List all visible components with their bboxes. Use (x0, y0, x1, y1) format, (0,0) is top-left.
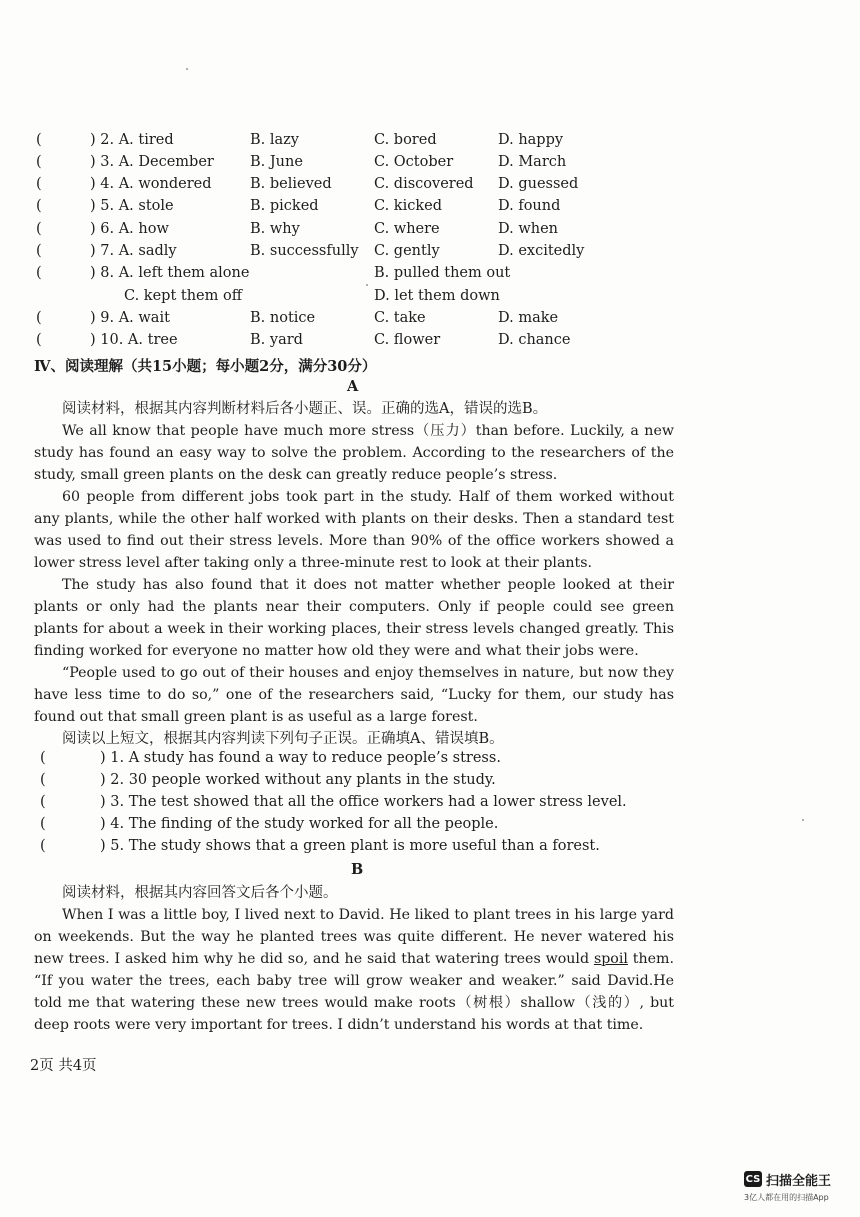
passage-a-paragraph-1: We all know that people have much more stress（压力）than before. Luckily, a new study has found an easy way to solve the problem. According to the researchers of the study, small green plants on the desk can greatly reduce people’s stress. (34, 423, 674, 483)
cloze-question-option-a: ) 6. A. how (90, 221, 169, 237)
answer-paren: ( (36, 176, 42, 192)
cloze-option-d: D. found (498, 198, 561, 214)
cloze-option-b: B. June (250, 154, 303, 170)
cloze-option-c: C. where (374, 221, 440, 237)
cloze-question-option-a: ) 8. A. left them alone (90, 265, 250, 281)
cloze-option-d: D. March (498, 154, 567, 170)
page-footer: 2页 共4页 (30, 1058, 97, 1074)
passage-a-instruction: 阅读材料，根据其内容判断材料后各小题正、误。正确的选A，错误的选B。 (62, 401, 548, 417)
cloze-question-option-a: ) 10. A. tree (90, 332, 178, 348)
cloze-option-b: B. believed (250, 176, 332, 192)
passage-b-paragraph: When I was a little boy, I lived next to David. He liked to plant trees in his large yard on weekends. But the way he planted trees was quite different. He never watered his new trees. I asked him why he did so, and he said that watering trees would spoil them. “If you water the trees, each baby tree will grow weaker and weaker.” said David.He told me that watering these new trees would make roots（树根）shallow（浅的）, but deep roots were very important for trees. I didn’t understand his words at that time. (34, 907, 674, 1033)
cloze-option-c: C. October (374, 154, 454, 170)
cloze-option-c: C. flower (374, 332, 441, 348)
cloze-option-c: C. discovered (374, 176, 474, 192)
passage-a-paragraph-2: 60 people from different jobs took part in the study. Half of them worked without any plants, while the other half worked with plants on their desks. Then a standard test was used to find out their stress levels. More than 90% of the office workers showed a lower stress level after taking only a three-minute rest to look at their plants. (34, 489, 674, 571)
cloze-option-d: D. chance (498, 332, 571, 348)
passage-a-paragraph-4: “People used to go out of their houses and enjoy themselves in nature, but now they have less time to do so,” one of the researchers said, “Lucky for them, our study has found out that small green plant is as useful as a large forest. (34, 665, 674, 725)
passage-b-label: B (351, 861, 364, 878)
answer-paren: ( (36, 265, 42, 281)
cloze-option-d: D. happy (498, 132, 564, 148)
cloze-question-option-a: ) 2. A. tired (90, 132, 174, 148)
answer-paren: ( (36, 132, 42, 148)
cloze-option-d: D. when (498, 221, 558, 237)
watermark-name: 扫描全能王 (766, 1174, 832, 1189)
passage-b-instruction: 阅读材料，根据其内容回答文后各个小题。 (62, 885, 338, 901)
cloze-question-option-a: ) 7. A. sadly (90, 243, 177, 259)
cloze-option-d: D. make (498, 310, 559, 326)
section-title: Ⅳ、阅读理解（共15小题；每小题2分，满分30分） (34, 358, 377, 375)
answer-paren: ( (36, 310, 42, 326)
true-false-question: ) 1. A study has found a way to reduce people’s stress. (100, 750, 501, 766)
answer-paren: ( (40, 816, 46, 832)
answer-paren: ( (40, 750, 46, 766)
cloze-question-option-a: ) 5. A. stole (90, 198, 174, 214)
answer-paren: ( (40, 772, 46, 788)
passage-a-instruction-2: 阅读以上短文，根据其内容判读下列句子正误。正确填A、错误填B。 (62, 731, 504, 747)
true-false-question: ) 4. The finding of the study worked for all the people. (100, 816, 499, 832)
true-false-question: ) 5. The study shows that a green plant is more useful than a forest. (100, 838, 600, 854)
cloze-option-d: D. guessed (498, 176, 579, 192)
cloze-option-b: B. yard (250, 332, 303, 348)
cloze-question-option-a: ) 9. A. wait (90, 310, 170, 326)
cloze-option-d: D. excitedly (498, 243, 585, 259)
answer-paren: ( (36, 332, 42, 348)
cloze-option-c: C. kicked (374, 198, 442, 214)
passage-a-paragraph-3: The study has also found that it does not matter whether people looked at their plants or only had the plants near their computers. Only if people could see green plants for about a week in their working places, their stress levels changed greatly. This finding worked for everyone no matter how old they were and what their jobs were. (34, 577, 674, 659)
cloze-option-b: B. why (250, 221, 300, 237)
answer-paren: ( (36, 198, 42, 214)
underlined-word: spoil (593, 951, 628, 967)
cloze-option-c: C. take (374, 310, 426, 326)
cloze-option-b: B. lazy (250, 132, 299, 148)
answer-paren: ( (36, 243, 42, 259)
scan-speck (186, 68, 188, 70)
answer-paren: ( (40, 838, 46, 854)
true-false-question: ) 2. 30 people worked without any plants in the study. (100, 772, 496, 788)
cloze-option-b: B. pulled them out (374, 265, 511, 281)
cloze-option-c: C. bored (374, 132, 437, 148)
cloze-option-b: B. picked (250, 198, 319, 214)
cloze-option-c: C. gently (374, 243, 440, 259)
camscanner-logo: CS (744, 1171, 762, 1187)
true-false-question: ) 3. The test showed that all the office workers had a lower stress level. (100, 794, 627, 810)
answer-paren: ( (40, 794, 46, 810)
scan-speck (802, 819, 804, 821)
watermark-tagline: 3亿人都在用的扫描App (744, 1193, 829, 1202)
cloze-option-b: B. successfully (250, 243, 359, 259)
answer-paren: ( (36, 221, 42, 237)
cloze-option-d: D. let them down (374, 288, 500, 304)
cloze-option-b: B. notice (250, 310, 316, 326)
passage-a-label: A (347, 378, 359, 395)
scan-speck (366, 284, 368, 286)
cloze-question-option-a: ) 4. A. wondered (90, 176, 212, 192)
answer-paren: ( (36, 154, 42, 170)
cloze-question-option-a: ) 3. A. December (90, 154, 214, 170)
cloze-option-c: C. kept them off (124, 288, 243, 304)
